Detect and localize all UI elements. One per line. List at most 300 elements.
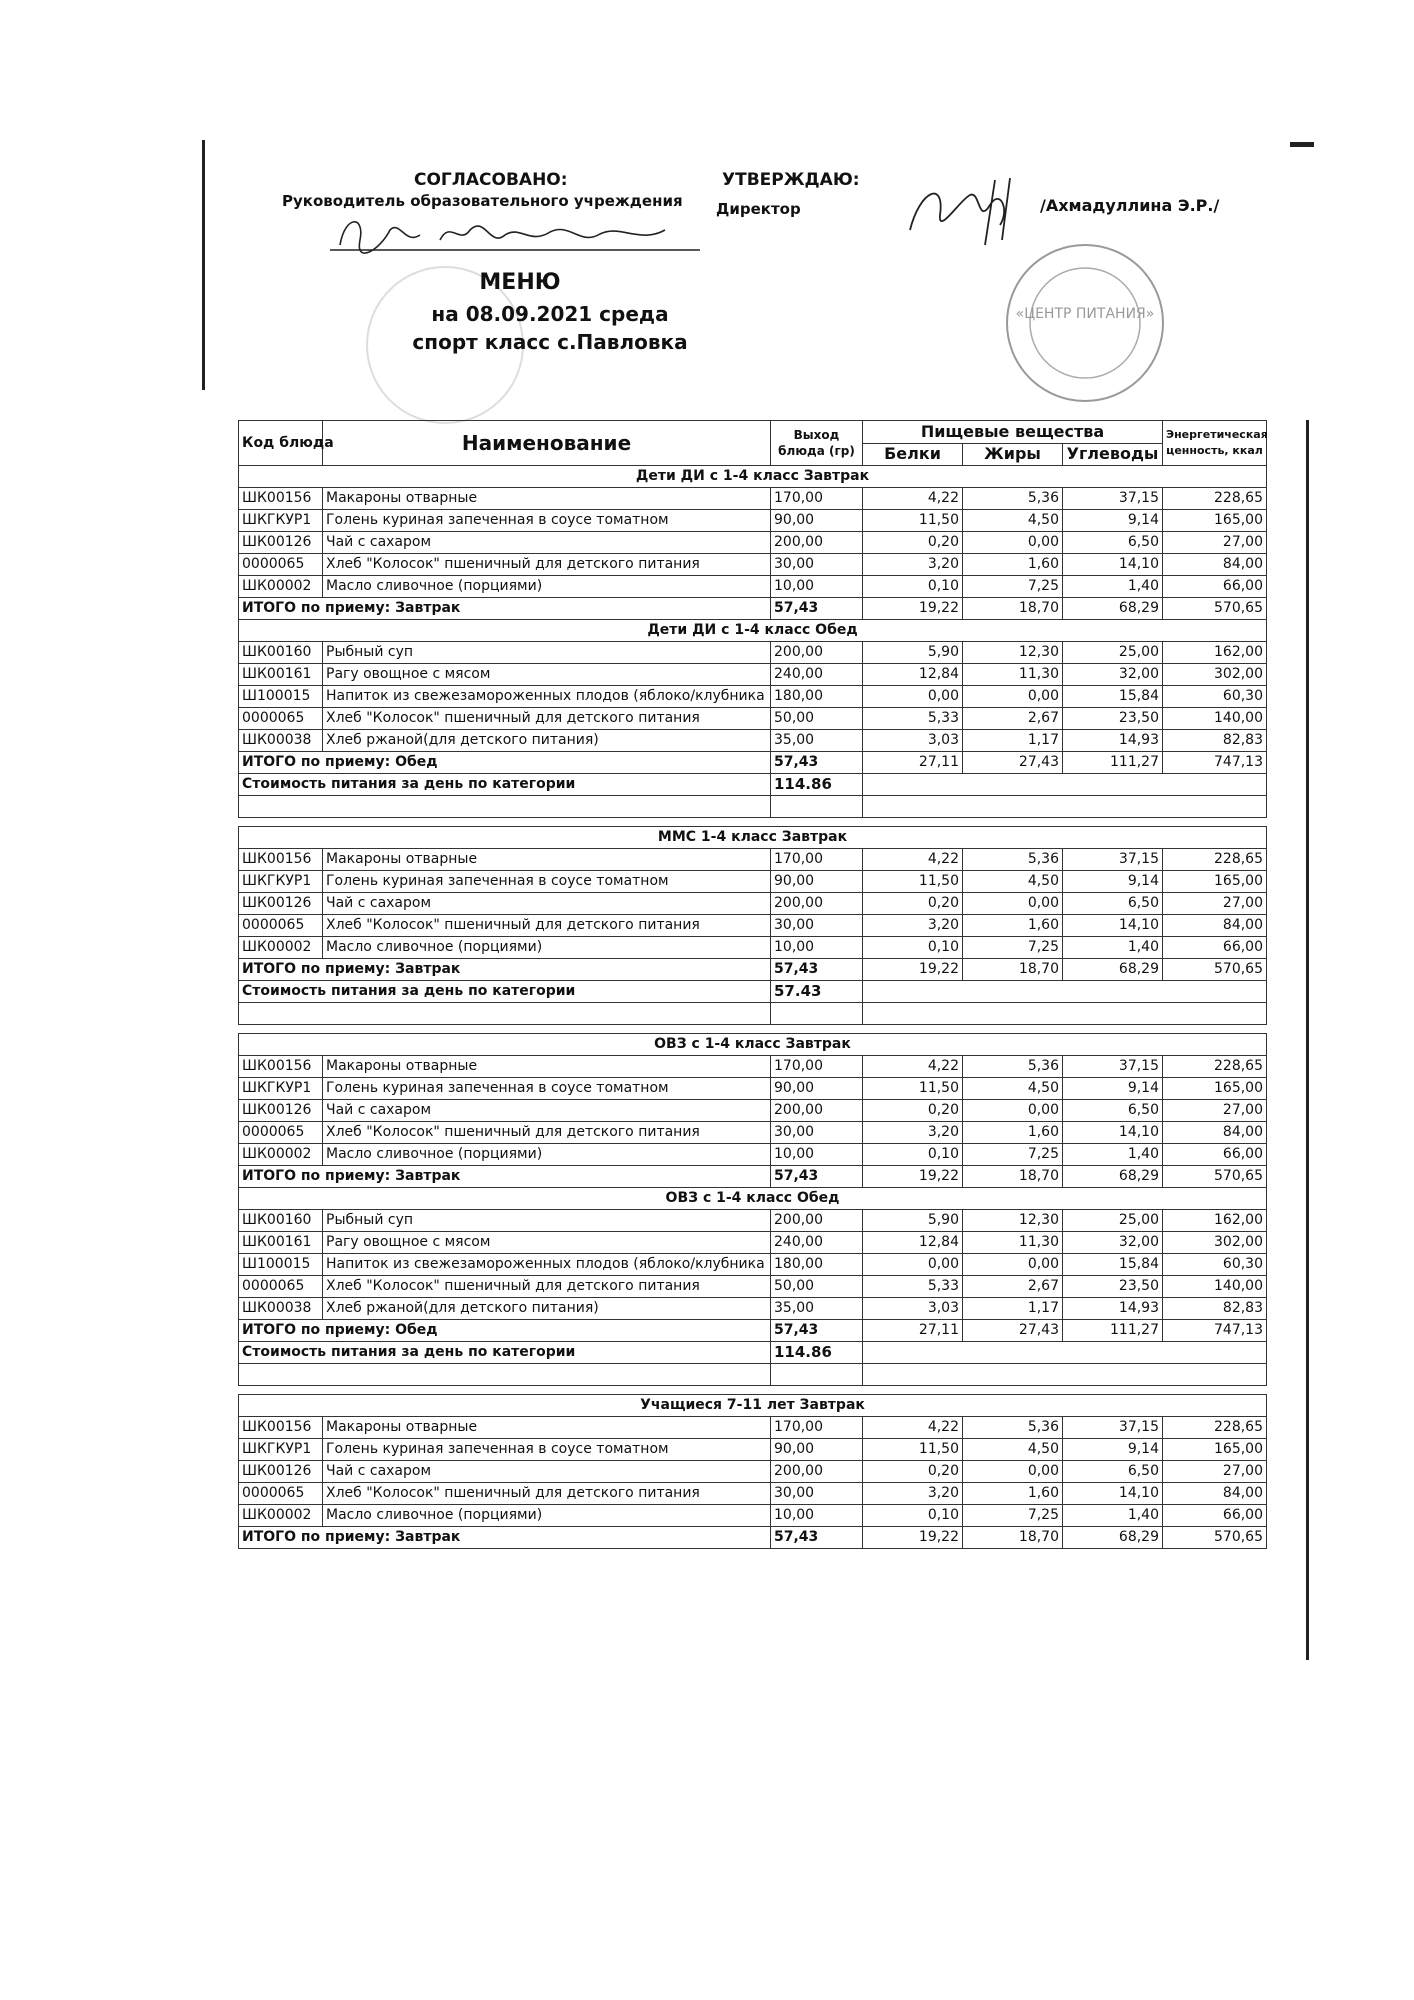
dish-energy: 66,00 <box>1163 1144 1267 1166</box>
director-name: /Ахмадуллина Э.Р./ <box>1040 196 1220 215</box>
total-label: ИТОГО по приему: Завтрак <box>239 959 771 981</box>
section-title: ОВЗ с 1-4 класс Завтрак <box>239 1034 1267 1056</box>
col-nutrients: Пищевые вещества <box>863 421 1163 444</box>
dish-code: ШК00161 <box>239 1232 323 1254</box>
total-label: ИТОГО по приему: Завтрак <box>239 1166 771 1188</box>
dish-name: Хлеб "Колосок" пшеничный для детского питания <box>323 1276 771 1298</box>
dish-name: Рыбный суп <box>323 642 771 664</box>
dish-energy: 302,00 <box>1163 664 1267 686</box>
total-carbs: 111,27 <box>1063 1320 1163 1342</box>
total-row <box>239 598 1267 620</box>
dish-protein: 0,00 <box>863 686 963 708</box>
dish-energy: 60,30 <box>1163 1254 1267 1276</box>
dish-energy: 66,00 <box>1163 1505 1267 1527</box>
dish-code: ШКГКУР1 <box>239 510 323 532</box>
total-carbs: 68,29 <box>1063 959 1163 981</box>
dish-fat: 1,17 <box>963 1298 1063 1320</box>
section-title-row <box>239 620 1267 642</box>
dish-name: Голень куриная запеченная в соусе томатном <box>323 1078 771 1100</box>
dish-carbs: 23,50 <box>1063 1276 1163 1298</box>
dish-energy: 228,65 <box>1163 849 1267 871</box>
dish-energy: 84,00 <box>1163 554 1267 576</box>
dish-carbs: 6,50 <box>1063 532 1163 554</box>
empty-cell <box>239 1003 771 1025</box>
dish-protein: 12,84 <box>863 664 963 686</box>
cost-row <box>239 981 1267 1003</box>
table-row <box>239 1298 1267 1320</box>
table-row <box>239 1056 1267 1078</box>
dish-carbs: 1,40 <box>1063 1144 1163 1166</box>
empty-cell <box>863 796 1267 818</box>
dish-fat: 4,50 <box>963 1439 1063 1461</box>
dish-yield: 30,00 <box>771 915 863 937</box>
table-row <box>239 576 1267 598</box>
dish-code: ШК00038 <box>239 1298 323 1320</box>
dish-carbs: 6,50 <box>1063 1100 1163 1122</box>
table-row <box>239 730 1267 752</box>
table-row <box>239 1232 1267 1254</box>
dish-fat: 1,60 <box>963 1483 1063 1505</box>
total-protein: 19,22 <box>863 1527 963 1549</box>
cost-row <box>239 1342 1267 1364</box>
dish-energy: 228,65 <box>1163 488 1267 510</box>
dish-yield: 10,00 <box>771 576 863 598</box>
dish-yield: 200,00 <box>771 642 863 664</box>
dish-yield: 10,00 <box>771 937 863 959</box>
dish-fat: 11,30 <box>963 1232 1063 1254</box>
dish-code: ШК00126 <box>239 1100 323 1122</box>
dish-code: ШК00038 <box>239 730 323 752</box>
spacer-row <box>239 1386 1267 1395</box>
dish-yield: 200,00 <box>771 532 863 554</box>
dish-carbs: 9,14 <box>1063 1439 1163 1461</box>
dish-energy: 140,00 <box>1163 1276 1267 1298</box>
section-title: Дети ДИ с 1-4 класс Завтрак <box>239 466 1267 488</box>
dish-carbs: 6,50 <box>1063 1461 1163 1483</box>
dish-energy: 27,00 <box>1163 893 1267 915</box>
dish-protein: 4,22 <box>863 1056 963 1078</box>
total-protein: 27,11 <box>863 752 963 774</box>
dish-code: ШК00126 <box>239 1461 323 1483</box>
section-title-row <box>239 1395 1267 1417</box>
dish-energy: 84,00 <box>1163 1122 1267 1144</box>
dish-yield: 50,00 <box>771 708 863 730</box>
table-row <box>239 915 1267 937</box>
dish-fat: 7,25 <box>963 576 1063 598</box>
dish-carbs: 9,14 <box>1063 510 1163 532</box>
menu-date: на 08.09.2021 среда <box>431 302 669 326</box>
cost-row <box>239 774 1267 796</box>
section-title-row <box>239 827 1267 849</box>
dish-protein: 3,03 <box>863 1298 963 1320</box>
empty-cell <box>863 1364 1267 1386</box>
section-title-row <box>239 1188 1267 1210</box>
table-row <box>239 1100 1267 1122</box>
dish-code: 0000065 <box>239 1122 323 1144</box>
total-yield: 57,43 <box>771 598 863 620</box>
table-row <box>239 871 1267 893</box>
dish-name: Масло сливочное (порциями) <box>323 1144 771 1166</box>
table-row <box>239 1505 1267 1527</box>
table-row <box>239 708 1267 730</box>
total-row <box>239 752 1267 774</box>
empty-cell <box>863 1003 1267 1025</box>
dish-energy: 140,00 <box>1163 708 1267 730</box>
dish-energy: 165,00 <box>1163 871 1267 893</box>
total-yield: 57,43 <box>771 752 863 774</box>
section-title: ОВЗ с 1-4 класс Обед <box>239 1188 1267 1210</box>
cost-value: 114.86 <box>771 1342 863 1364</box>
table-row <box>239 1439 1267 1461</box>
dish-name: Напиток из свежезамороженных плодов (яблоко/клубника <box>323 1254 771 1276</box>
table-row <box>239 1144 1267 1166</box>
section-title: ММС 1-4 класс Завтрак <box>239 827 1267 849</box>
dish-energy: 84,00 <box>1163 915 1267 937</box>
total-protein: 27,11 <box>863 1320 963 1342</box>
dish-code: ШК00002 <box>239 937 323 959</box>
table-row <box>239 1254 1267 1276</box>
table-row <box>239 664 1267 686</box>
dish-carbs: 9,14 <box>1063 1078 1163 1100</box>
total-yield: 57,43 <box>771 1166 863 1188</box>
dish-carbs: 14,10 <box>1063 1122 1163 1144</box>
section-title-row <box>239 1034 1267 1056</box>
dish-energy: 27,00 <box>1163 1461 1267 1483</box>
col-energy: Энергетическая ценность, ккал <box>1163 421 1267 466</box>
empty-cell <box>771 1364 863 1386</box>
col-name: Наименование <box>323 421 771 466</box>
dish-name: Напиток из свежезамороженных плодов (яблоко/клубника <box>323 686 771 708</box>
dish-code: ШК00161 <box>239 664 323 686</box>
dish-protein: 0,10 <box>863 1505 963 1527</box>
dish-yield: 35,00 <box>771 730 863 752</box>
total-fat: 18,70 <box>963 1166 1063 1188</box>
empty-cell <box>239 1364 771 1386</box>
dish-carbs: 6,50 <box>1063 893 1163 915</box>
dish-name: Макароны отварные <box>323 1056 771 1078</box>
total-yield: 57,43 <box>771 959 863 981</box>
total-energy: 570,65 <box>1163 959 1267 981</box>
total-label: ИТОГО по приему: Завтрак <box>239 598 771 620</box>
dish-carbs: 14,10 <box>1063 1483 1163 1505</box>
dish-energy: 228,65 <box>1163 1056 1267 1078</box>
dish-protein: 3,20 <box>863 554 963 576</box>
total-yield: 57,43 <box>771 1527 863 1549</box>
total-carbs: 111,27 <box>1063 752 1163 774</box>
dish-name: Хлеб ржаной(для детского питания) <box>323 730 771 752</box>
dish-fat: 4,50 <box>963 510 1063 532</box>
dish-yield: 240,00 <box>771 1232 863 1254</box>
dish-fat: 2,67 <box>963 1276 1063 1298</box>
dish-protein: 0,20 <box>863 893 963 915</box>
dish-protein: 0,20 <box>863 1461 963 1483</box>
cost-blank <box>863 774 1267 796</box>
dish-fat: 7,25 <box>963 937 1063 959</box>
cost-blank <box>863 981 1267 1003</box>
dish-name: Макароны отварные <box>323 1417 771 1439</box>
total-row <box>239 1527 1267 1549</box>
total-fat: 18,70 <box>963 959 1063 981</box>
dish-code: ШКГКУР1 <box>239 871 323 893</box>
total-label: ИТОГО по приему: Обед <box>239 752 771 774</box>
total-row <box>239 1320 1267 1342</box>
dish-code: 0000065 <box>239 554 323 576</box>
approve-role: Директор <box>716 200 801 218</box>
dish-yield: 200,00 <box>771 1210 863 1232</box>
dish-code: 0000065 <box>239 915 323 937</box>
dish-yield: 10,00 <box>771 1505 863 1527</box>
dish-protein: 5,90 <box>863 1210 963 1232</box>
empty-cell <box>771 1003 863 1025</box>
dish-energy: 165,00 <box>1163 510 1267 532</box>
dish-fat: 11,30 <box>963 664 1063 686</box>
empty-row <box>239 1003 1267 1025</box>
table-row <box>239 849 1267 871</box>
scan-edge-right <box>1306 420 1309 1660</box>
dish-code: Ш100015 <box>239 1254 323 1276</box>
dish-fat: 1,60 <box>963 554 1063 576</box>
dish-energy: 165,00 <box>1163 1078 1267 1100</box>
dish-code: ШК00156 <box>239 488 323 510</box>
dish-name: Макароны отварные <box>323 849 771 871</box>
dish-code: ШК00156 <box>239 1056 323 1078</box>
dish-protein: 0,10 <box>863 937 963 959</box>
total-carbs: 68,29 <box>1063 1166 1163 1188</box>
dish-carbs: 23,50 <box>1063 708 1163 730</box>
dish-protein: 5,33 <box>863 1276 963 1298</box>
total-yield: 57,43 <box>771 1320 863 1342</box>
dish-code: 0000065 <box>239 708 323 730</box>
dish-carbs: 14,93 <box>1063 730 1163 752</box>
dish-protein: 3,20 <box>863 1483 963 1505</box>
table-row <box>239 532 1267 554</box>
dish-fat: 4,50 <box>963 871 1063 893</box>
dish-fat: 0,00 <box>963 1100 1063 1122</box>
dish-fat: 5,36 <box>963 488 1063 510</box>
empty-row <box>239 796 1267 818</box>
dish-energy: 82,83 <box>1163 1298 1267 1320</box>
empty-cell <box>771 796 863 818</box>
menu-title: МЕНЮ <box>479 270 561 295</box>
dish-protein: 0,10 <box>863 1144 963 1166</box>
total-protein: 19,22 <box>863 598 963 620</box>
dish-carbs: 1,40 <box>1063 937 1163 959</box>
total-row <box>239 1166 1267 1188</box>
total-fat: 27,43 <box>963 752 1063 774</box>
total-label: ИТОГО по приему: Завтрак <box>239 1527 771 1549</box>
dish-fat: 1,60 <box>963 915 1063 937</box>
table-row <box>239 1461 1267 1483</box>
dish-energy: 84,00 <box>1163 1483 1267 1505</box>
dish-carbs: 32,00 <box>1063 664 1163 686</box>
dish-yield: 30,00 <box>771 554 863 576</box>
dish-protein: 5,33 <box>863 708 963 730</box>
dish-code: ШКГКУР1 <box>239 1078 323 1100</box>
cost-value: 114.86 <box>771 774 863 796</box>
dish-name: Макароны отварные <box>323 488 771 510</box>
dish-yield: 170,00 <box>771 488 863 510</box>
dish-name: Рагу овощное с мясом <box>323 1232 771 1254</box>
dish-name: Хлеб ржаной(для детского питания) <box>323 1298 771 1320</box>
dish-energy: 228,65 <box>1163 1417 1267 1439</box>
total-fat: 18,70 <box>963 598 1063 620</box>
dish-protein: 3,03 <box>863 730 963 752</box>
dish-yield: 90,00 <box>771 510 863 532</box>
dish-carbs: 1,40 <box>1063 1505 1163 1527</box>
dish-name: Голень куриная запеченная в соусе томатном <box>323 510 771 532</box>
dish-protein: 0,00 <box>863 1254 963 1276</box>
dish-code: 0000065 <box>239 1276 323 1298</box>
total-row <box>239 959 1267 981</box>
dish-name: Рагу овощное с мясом <box>323 664 771 686</box>
dish-name: Масло сливочное (порциями) <box>323 937 771 959</box>
menu-body <box>239 466 1267 1549</box>
agreed-role: Руководитель образовательного учреждения <box>282 192 683 210</box>
dish-name: Рыбный суп <box>323 1210 771 1232</box>
dish-yield: 90,00 <box>771 871 863 893</box>
dish-protein: 4,22 <box>863 488 963 510</box>
dish-code: ШК00160 <box>239 1210 323 1232</box>
dish-fat: 0,00 <box>963 1461 1063 1483</box>
table-row <box>239 1078 1267 1100</box>
total-fat: 27,43 <box>963 1320 1063 1342</box>
dish-carbs: 37,15 <box>1063 849 1163 871</box>
dish-fat: 7,25 <box>963 1505 1063 1527</box>
dish-yield: 200,00 <box>771 1100 863 1122</box>
dish-carbs: 14,93 <box>1063 1298 1163 1320</box>
dish-carbs: 14,10 <box>1063 554 1163 576</box>
total-protein: 19,22 <box>863 1166 963 1188</box>
dish-carbs: 25,00 <box>1063 1210 1163 1232</box>
table-row <box>239 1210 1267 1232</box>
spacer-cell <box>239 1025 1267 1034</box>
col-carbs: Углеводы <box>1063 443 1163 466</box>
dish-yield: 30,00 <box>771 1483 863 1505</box>
dish-fat: 0,00 <box>963 893 1063 915</box>
table-row <box>239 510 1267 532</box>
spacer-cell <box>239 1386 1267 1395</box>
dish-fat: 7,25 <box>963 1144 1063 1166</box>
scan-mark-top <box>1290 142 1314 147</box>
section-title-row <box>239 466 1267 488</box>
dish-carbs: 14,10 <box>1063 915 1163 937</box>
dish-energy: 66,00 <box>1163 937 1267 959</box>
dish-yield: 240,00 <box>771 664 863 686</box>
dish-protein: 4,22 <box>863 1417 963 1439</box>
total-energy: 747,13 <box>1163 1320 1267 1342</box>
dish-carbs: 37,15 <box>1063 1056 1163 1078</box>
table-row <box>239 554 1267 576</box>
table-row <box>239 1122 1267 1144</box>
total-energy: 570,65 <box>1163 598 1267 620</box>
dish-code: 0000065 <box>239 1483 323 1505</box>
spacer-row <box>239 1025 1267 1034</box>
dish-yield: 10,00 <box>771 1144 863 1166</box>
agreed-title: СОГЛАСОВАНО: <box>414 170 568 190</box>
dish-fat: 0,00 <box>963 1254 1063 1276</box>
dish-name: Голень куриная запеченная в соусе томатном <box>323 1439 771 1461</box>
dish-yield: 90,00 <box>771 1439 863 1461</box>
dish-name: Чай с сахаром <box>323 893 771 915</box>
dish-yield: 200,00 <box>771 893 863 915</box>
cost-value: 57.43 <box>771 981 863 1003</box>
dish-name: Чай с сахаром <box>323 1461 771 1483</box>
total-carbs: 68,29 <box>1063 1527 1163 1549</box>
dish-protein: 5,90 <box>863 642 963 664</box>
dish-protein: 3,20 <box>863 1122 963 1144</box>
dish-fat: 0,00 <box>963 686 1063 708</box>
col-fat: Жиры <box>963 443 1063 466</box>
stamp-text: «ЦЕНТР ПИТАНИЯ» <box>1015 306 1155 322</box>
dish-name: Голень куриная запеченная в соусе томатном <box>323 871 771 893</box>
dish-carbs: 15,84 <box>1063 1254 1163 1276</box>
dish-code: ШК00156 <box>239 849 323 871</box>
table-row <box>239 642 1267 664</box>
dish-fat: 5,36 <box>963 1056 1063 1078</box>
section-title: Дети ДИ с 1-4 класс Обед <box>239 620 1267 642</box>
col-code: Код блюда <box>239 421 323 466</box>
header-row-1 <box>239 421 1267 444</box>
dish-yield: 170,00 <box>771 1056 863 1078</box>
empty-row <box>239 1364 1267 1386</box>
dish-fat: 5,36 <box>963 849 1063 871</box>
section-title: Учащиеся 7-11 лет Завтрак <box>239 1395 1267 1417</box>
dish-name: Чай с сахаром <box>323 532 771 554</box>
dish-fat: 1,60 <box>963 1122 1063 1144</box>
table-row <box>239 937 1267 959</box>
empty-cell <box>239 796 771 818</box>
table-row <box>239 1417 1267 1439</box>
dish-fat: 1,17 <box>963 730 1063 752</box>
dish-energy: 82,83 <box>1163 730 1267 752</box>
total-label: ИТОГО по приему: Обед <box>239 1320 771 1342</box>
dish-protein: 11,50 <box>863 510 963 532</box>
dish-yield: 170,00 <box>771 1417 863 1439</box>
dish-protein: 4,22 <box>863 849 963 871</box>
dish-name: Чай с сахаром <box>323 1100 771 1122</box>
total-protein: 19,22 <box>863 959 963 981</box>
total-energy: 570,65 <box>1163 1166 1267 1188</box>
dish-protein: 0,20 <box>863 532 963 554</box>
dish-yield: 180,00 <box>771 686 863 708</box>
dish-protein: 11,50 <box>863 1078 963 1100</box>
dish-carbs: 9,14 <box>1063 871 1163 893</box>
dish-fat: 4,50 <box>963 1078 1063 1100</box>
dish-carbs: 37,15 <box>1063 488 1163 510</box>
dish-yield: 180,00 <box>771 1254 863 1276</box>
total-fat: 18,70 <box>963 1527 1063 1549</box>
dish-fat: 5,36 <box>963 1417 1063 1439</box>
dish-name: Хлеб "Колосок" пшеничный для детского питания <box>323 1122 771 1144</box>
dish-yield: 35,00 <box>771 1298 863 1320</box>
dish-name: Хлеб "Колосок" пшеничный для детского питания <box>323 708 771 730</box>
dish-code: ШК00002 <box>239 576 323 598</box>
dish-protein: 3,20 <box>863 915 963 937</box>
dish-energy: 162,00 <box>1163 1210 1267 1232</box>
dish-carbs: 1,40 <box>1063 576 1163 598</box>
dish-fat: 2,67 <box>963 708 1063 730</box>
total-energy: 570,65 <box>1163 1527 1267 1549</box>
dish-energy: 66,00 <box>1163 576 1267 598</box>
table-row <box>239 1276 1267 1298</box>
dish-yield: 90,00 <box>771 1078 863 1100</box>
dish-code: ШК00126 <box>239 893 323 915</box>
col-yield: Выход блюда (гр) <box>771 421 863 466</box>
approve-title: УТВЕРЖДАЮ: <box>722 170 860 190</box>
dish-energy: 162,00 <box>1163 642 1267 664</box>
table-row <box>239 893 1267 915</box>
dish-energy: 27,00 <box>1163 532 1267 554</box>
